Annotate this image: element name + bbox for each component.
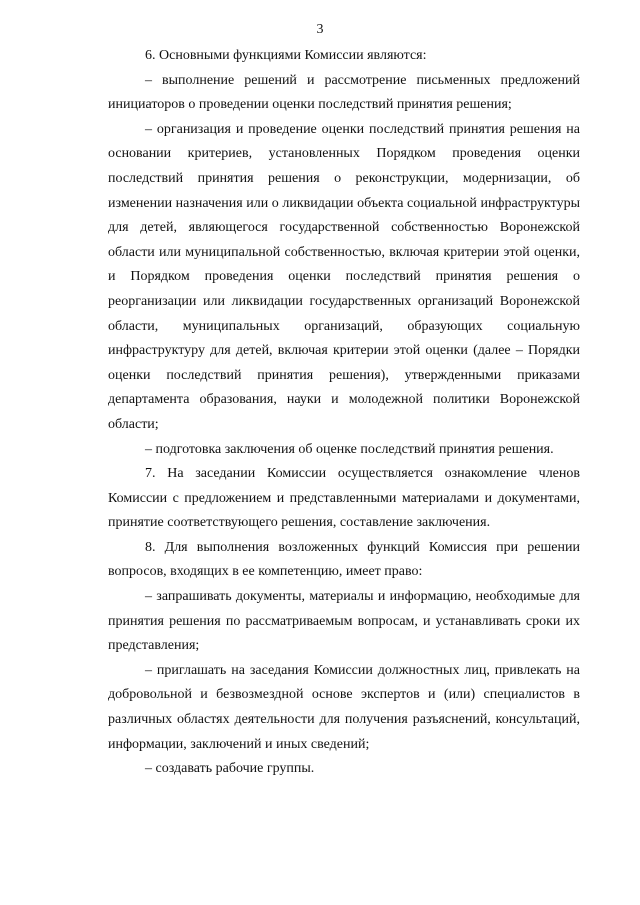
paragraph-functions-heading: 6. Основными функциями Комиссии являются: [145,48,427,63]
paragraph-function-2: – организация и проведение оценки последствий принятия решения на основании критериев, установленных Порядком проведения оценки последствий принятия решения о реконструкции, модернизации, об изменении назначения или о ликвидации объекта социальной инфраструктуры для детей, являющегося государственной собственностью Воронежской области или муниципальной собственностью, включая критерии этой оценки, и Порядком проведения оценки последствий принятия решения о реорганизации или ликвидации государственных организаций Воронежской области, муниципальных организаций, образующих социальную инфраструктуру для детей, включая критерии этой оценки (далее – Порядки оценки последствий принятия решения), утвержденными приказами департамента образования, науки и молодежной политики Воронежской области; [108,121,580,432]
paragraph-right-2: – приглашать на заседания Комиссии должностных лиц, привлекать на добровольной и безвозмездной основе экспертов и (или) специалистов в различных областях деятельности для получения разъяснений, консультаций, информации, заключений и иных сведений; [108,662,580,752]
paragraph-item-7: 7. На заседании Комиссии осуществляется ознакомление членов Комиссии с предложением и представленными материалами и документами, принятие соответствующего решения, составление заключения. [108,466,580,531]
paragraph-function-1: – выполнение решений и рассмотрение письменных предложений инициаторов о проведении оценки последствий принятия решения; [108,72,580,113]
paragraph-right-1: – запрашивать документы, материалы и информацию, необходимые для принятия решения по рассматриваемым вопросам, и устанавливать сроки их представления; [108,589,580,654]
paragraph-right-3: – создавать рабочие группы. [145,761,315,777]
paragraph-function-3: – подготовка заключения об оценке последствий принятия решения. [145,441,554,457]
page-number: 3 [316,22,324,37]
paragraph-item-8: 8. Для выполнения возложенных функций Комиссия при решении вопросов, входящих в ее компетенцию, имеет право: [108,539,580,580]
document-body [108,44,580,782]
